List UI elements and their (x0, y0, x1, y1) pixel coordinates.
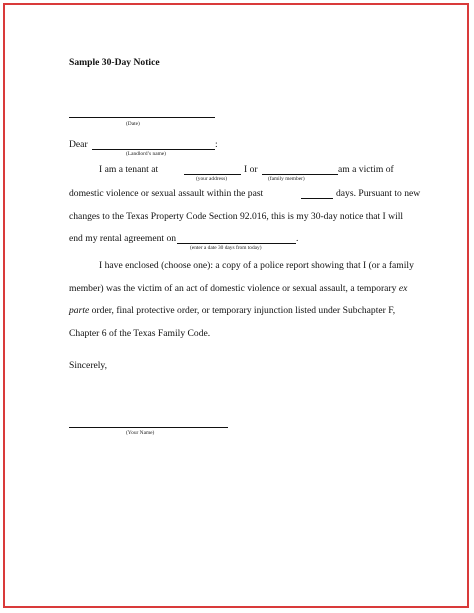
days-line (301, 198, 333, 199)
family-member-caption: (family member) (268, 176, 305, 182)
document-title: Sample 30-Day Notice (69, 57, 160, 68)
salutation-colon: : (215, 139, 218, 150)
end-date-line (177, 243, 296, 244)
end-date-caption: (enter a date 30 days from today) (190, 245, 262, 251)
date-caption: (Date) (126, 121, 140, 127)
para2-line4: Chapter 6 of the Texas Family Code. (69, 328, 211, 339)
date-line (69, 117, 215, 118)
para1-line2-start: domestic violence or sexual assault within the past (69, 188, 264, 199)
para2-line2 (69, 283, 407, 295)
para2-line3 (69, 305, 395, 317)
para2-line2-text: member) was the victim of an act of domestic violence or sexual assault, a temporary (69, 283, 397, 294)
para1-line4-start: end my rental agreement on (69, 233, 177, 244)
signature-line (69, 427, 228, 428)
para1-line1-end: am a victim of (338, 164, 394, 175)
family-member-line (262, 174, 338, 175)
address-caption: (your address) (196, 176, 227, 182)
para1-line2-end: days. Pursuant to new (336, 188, 421, 199)
closing: Sincerely, (69, 360, 108, 371)
salutation: Dear (69, 139, 88, 150)
para1-line4-period: . (296, 233, 299, 244)
para1-line1-mid: I or (244, 164, 258, 175)
address-line (184, 174, 241, 175)
para2-line3-text: order, final protective order, or temporary injunction listed under Subchapter F, (91, 305, 396, 316)
name-caption: (Your Name) (126, 430, 155, 436)
para2-line3-italic: parte (69, 305, 90, 316)
para2-line2-italic: ex (398, 283, 408, 294)
landlord-name-line (92, 149, 215, 150)
para2-line1: I have enclosed (choose one): a copy of a police report showing that I (or a family (99, 260, 414, 271)
para1-line3: changes to the Texas Property Code Section 92.016, this is my 30-day notice that I will (69, 211, 404, 222)
landlord-caption: (Landlord’s name) (126, 151, 166, 157)
para1-line1-start: I am a tenant at (99, 164, 159, 175)
